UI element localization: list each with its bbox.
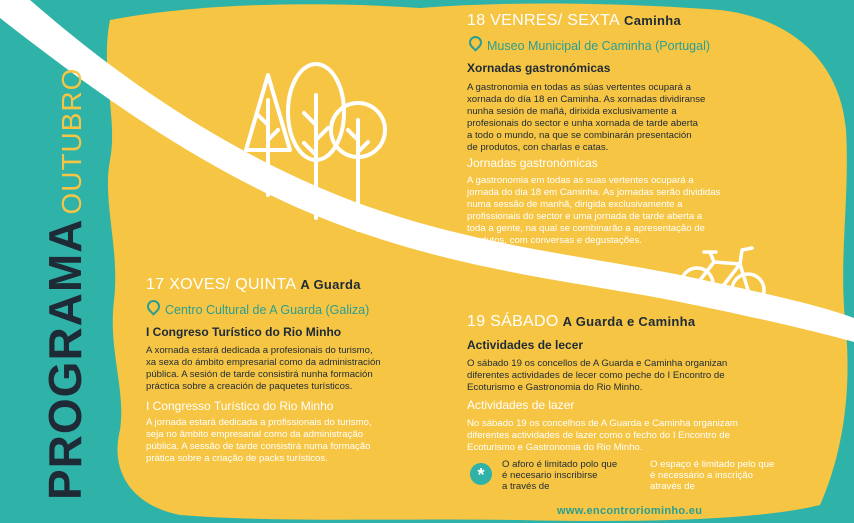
- location-pin-icon: [144, 297, 162, 315]
- day-19-title-pt: Actividades de lazer: [467, 398, 575, 412]
- day-19-text-pt: [467, 418, 787, 454]
- text-line: práctica sobre a creación de paquetes turísticos.: [146, 381, 353, 392]
- day-18-venue: [469, 36, 710, 53]
- day-17-text-gl: [146, 345, 436, 393]
- text-line: No sábado 19 os concelhos de A Guarda e Caminha organizam: [467, 418, 738, 429]
- day-19-title-gl: Actividades de lecer: [467, 338, 584, 352]
- text-line: pública. A sesión de tarde consistirá nunha formación: [146, 369, 373, 380]
- text-line: nunha sesión de mañá, dirixida exclusivamente a: [467, 106, 677, 117]
- title-programa: PROGRAMA: [39, 218, 91, 500]
- day-19-date: 19 SÁBADO: [467, 313, 559, 330]
- text-line: A gastronomia en todas as súas vertentes ocupará a: [467, 82, 691, 93]
- text-line: seja no âmbito empresarial como da administração: [146, 429, 364, 440]
- day-17-text-pt: [146, 417, 436, 465]
- text-line: é necesario inscribirse: [502, 470, 598, 481]
- day-19-text-gl: [467, 358, 787, 394]
- text-line: diferentes actividades de lazer como o fecho do I Encontro de: [467, 430, 730, 441]
- text-line: jornada do dia 18 em Caminha. As jornadas serão divididas: [467, 187, 721, 198]
- day-17-venue: [147, 300, 369, 317]
- day-17-title-pt: I Congresso Turístico do Rio Minho: [146, 399, 334, 413]
- text-line: O aforo é limitado polo que: [502, 459, 618, 470]
- text-line: a través de: [502, 481, 550, 492]
- day-17-title-gl: I Congreso Turístico do Rio Minho: [146, 325, 342, 339]
- website-link[interactable]: www.encontroriominho.eu: [557, 505, 703, 517]
- day-17-date: 17 XOVES/ QUINTA: [146, 276, 297, 293]
- vertical-title: [38, 68, 92, 500]
- text-line: produtos, com conversas e degustações.: [467, 235, 642, 246]
- text-line: A jornada estará dedicada a profissionais do turismo,: [146, 417, 372, 428]
- day-17-heading: [146, 276, 361, 294]
- text-line: O espaço é limitado pelo que: [650, 459, 775, 470]
- text-line: Ecoturismo e Gastronomia do Rio Minho.: [467, 442, 643, 453]
- day-18-title-pt: Jornadas gastronómicas: [467, 156, 598, 170]
- location-pin-icon: [466, 33, 484, 51]
- text-line: O sábado 19 os concellos de A Guarda e Caminha organizan: [467, 358, 728, 369]
- note-text-gl: [502, 459, 642, 492]
- text-line: prática sobre a criação de packs turísticos.: [146, 453, 328, 464]
- day-18-title-gl: Xornadas gastronómicas: [467, 61, 611, 75]
- day-18-venue-text: Museo Municipal de Caminha (Portugal): [487, 39, 711, 53]
- day-18-place: Caminha: [624, 13, 682, 28]
- day-18-text-pt: [467, 175, 767, 247]
- day-17-place: A Guarda: [300, 277, 361, 292]
- day-18-date: 18 VENRES/ SEXTA: [467, 12, 621, 29]
- text-line: A gastronomia em todas as suas vertentes ocupará a: [467, 175, 694, 186]
- text-line: diferentes actividades de lecer como peche do I Encontro de: [467, 370, 725, 381]
- day-19-heading: [467, 313, 695, 331]
- text-line: profissionais do sector e uma jornada de tarde aberta a: [467, 211, 703, 222]
- text-line: é necessário a inscrição: [650, 470, 753, 481]
- day-19-place: A Guarda e Caminha: [562, 314, 696, 329]
- text-line: xa sexa do ámbito empresarial como da administración: [146, 357, 381, 368]
- day-17-venue-text: Centro Cultural de A Guarda (Galiza): [165, 303, 370, 317]
- text-line: de produtos, con charlas e catas.: [467, 142, 609, 153]
- text-line: Ecoturismo e Gastronomia do Rio Minho.: [467, 382, 643, 393]
- day-18-heading: [467, 12, 681, 30]
- text-line: toda a gente, na qual se combinarão a apresentação de: [467, 223, 705, 234]
- note-text-pt: [650, 459, 800, 492]
- text-line: numa sessão de manhã, dirigida exclusivamente a: [467, 199, 683, 210]
- text-line: profesionais do sector e unha xornada de tarde aberta: [467, 118, 698, 129]
- text-line: pública. A sessão de tarde consistirá numa formação: [146, 441, 371, 452]
- asterisk-icon: *: [470, 463, 492, 485]
- day-18-text-gl: [467, 82, 767, 154]
- text-line: A xornada estará dedicada a profesionais do turismo,: [146, 345, 373, 356]
- text-line: através de: [650, 481, 695, 492]
- title-month: OUTUBRO: [56, 67, 87, 215]
- text-line: a todo o mundo, na que se combinarán presentación: [467, 130, 692, 141]
- text-line: xornada do día 18 en Caminha. As xornadas dividiranse: [467, 94, 706, 105]
